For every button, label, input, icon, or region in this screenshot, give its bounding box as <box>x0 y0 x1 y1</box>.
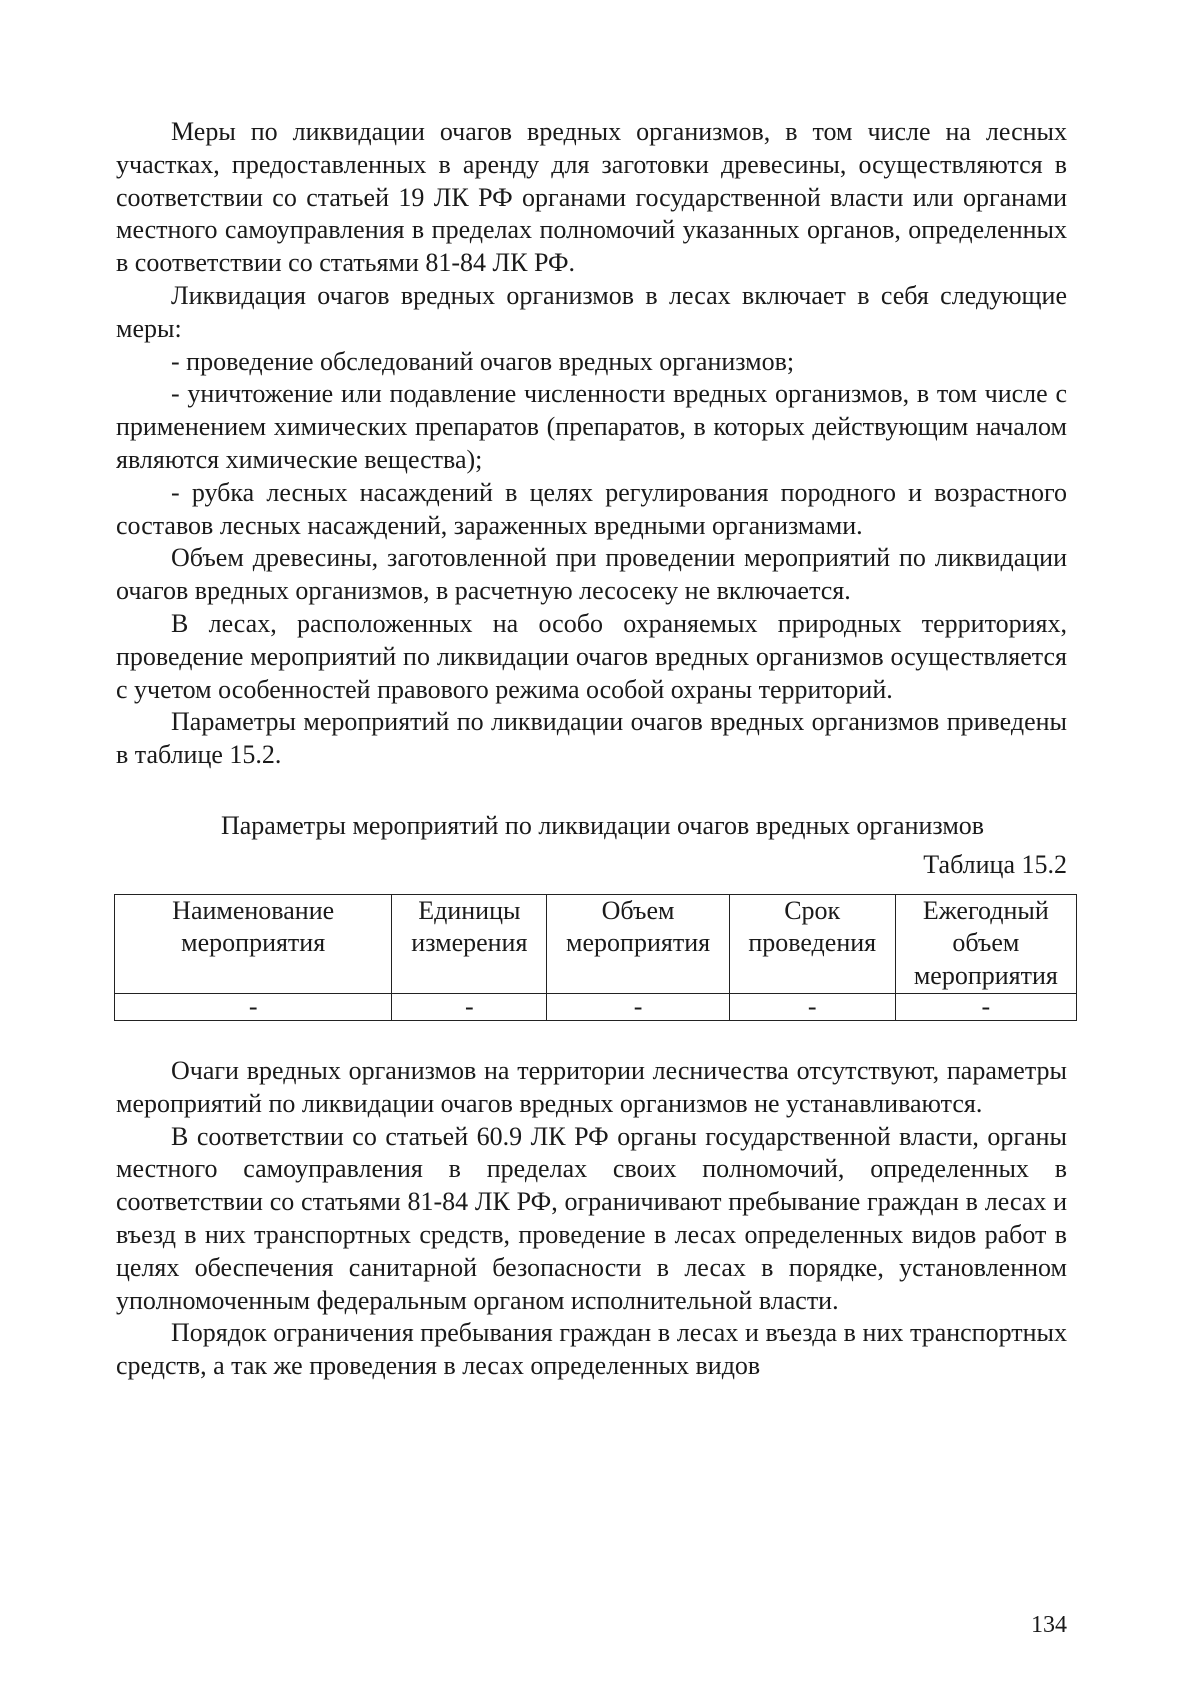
paragraph-measures: Меры по ликвидации очагов вредных организмов, в том числе на лесных участках, предоставленных в аренду для заготовки древесины, осуществляются в соответствии со статьей 19 ЛК РФ органами государственной власти или органами местного самоуправления в пределах полномочий указанных органов, определенных в соответствии со статьями 81-84 ЛК РФ. <box>116 117 1067 278</box>
table-header-row <box>115 894 1077 993</box>
header-volume: Объем мероприятия <box>547 894 729 993</box>
table-row <box>115 993 1077 1020</box>
list-item-destruction: - уничтожение или подавление численности вредных организмов, в том числе с применением химических препаратов (препаратов, в которых действующим началом являются химические вещества); <box>116 379 1067 474</box>
list-item-felling: - рубка лесных насаждений в целях регулирования породного и возрастного составов лесных насаждений, зараженных вредными организмами. <box>116 477 1067 540</box>
table-cell: - <box>115 993 392 1020</box>
header-units: Единицы измерения <box>392 894 547 993</box>
header-activity-name: Наименование мероприятия <box>115 894 392 993</box>
header-period: Срок проведения <box>729 894 895 993</box>
paragraph-no-foci: Очаги вредных организмов на территории лесничества отсутствуют, параметры мероприятий по ликвидации очагов вредных организмов не устанавливаются. <box>116 1055 1067 1118</box>
list-item-surveys: - проведение обследований очагов вредных организмов; <box>171 346 795 376</box>
table-caption: Параметры мероприятий по ликвидации очагов вредных организмов <box>220 810 985 840</box>
spacer <box>116 1021 1067 1055</box>
page-content <box>116 116 1067 1383</box>
table-cell: - <box>392 993 547 1020</box>
table-number: Таблица 15.2 <box>923 849 1067 879</box>
table-cell: - <box>729 993 895 1020</box>
paragraph-liquidation-includes: Ликвидация очагов вредных организмов в лесах включает в себя следующие меры: <box>116 280 1067 343</box>
parameters-table <box>114 894 1077 1021</box>
table-cell: - <box>547 993 729 1020</box>
paragraph-protected-territories: В лесах, расположенных на особо охраняемых природных территориях, проведение мероприятий по ликвидации очагов вредных организмов осуществляется с учетом особенностей правового режима особой охраны территорий. <box>116 608 1067 704</box>
paragraph-restriction-order: Порядок ограничения пребывания граждан в лесах и въезда в них транспортных средств, а так же проведения в лесах определенных видов <box>116 1318 1067 1381</box>
paragraph-article-60-9: В соответствии со статьей 60.9 ЛК РФ органы государственной власти, органы местного самоуправления в пределах своих полномочий, определенных в соответствии со статьями 81-84 ЛК РФ, ограничивают пребывание граждан в лесах и въезд в них транспортных средств, проведение в лесах определенных видов работ в целях обеспечения санитарной безопасности в лесах в порядке, установленном уполномоченным федеральным органом исполнительной власти. <box>116 1121 1067 1315</box>
spacer <box>116 772 1067 810</box>
paragraph-table-reference: Параметры мероприятий по ликвидации очагов вредных организмов приведены в таблице 15.2. <box>116 707 1067 770</box>
table-cell: - <box>895 993 1076 1020</box>
header-annual-volume: Ежегодный объем мероприятия <box>895 894 1076 993</box>
paragraph-wood-volume: Объем древесины, заготовленной при проведении мероприятий по ликвидации очагов вредных организмов, в расчетную лесосеку не включается. <box>116 543 1067 606</box>
page-number: 134 <box>1031 1612 1067 1638</box>
